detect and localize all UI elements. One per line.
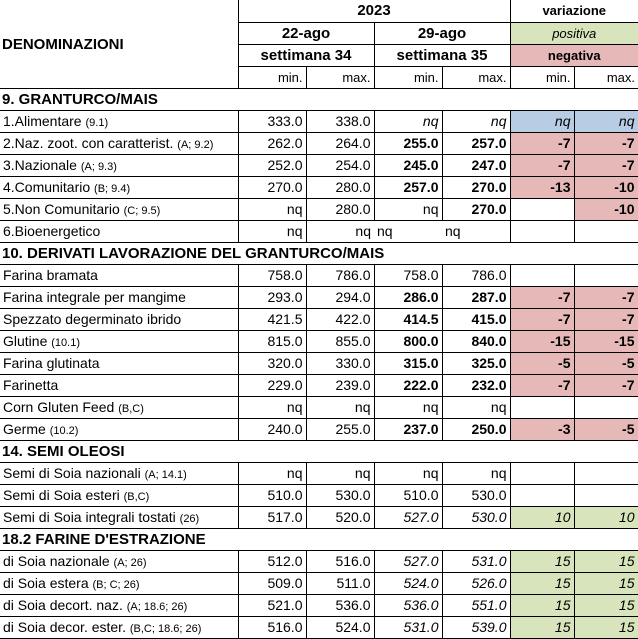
price-cell: 245.0 <box>374 154 442 176</box>
variation-cell <box>574 484 638 506</box>
row-name <box>0 396 238 418</box>
product-name: Glutine <box>3 333 48 349</box>
price-cell: 855.0 <box>306 330 374 352</box>
price-cell: 527.0 <box>374 506 442 528</box>
section-title: 10. DERIVATI LAVORAZIONE DEL GRANTURCO/MAIS <box>0 242 638 264</box>
variation-cell: -7 <box>510 286 574 308</box>
product-name: Spezzato degerminato ibrido <box>3 311 182 327</box>
section-title: 9. GRANTURCO/MAIS <box>0 88 638 110</box>
variation-cell <box>510 198 574 220</box>
section-title: 18.2 FARINE D'ESTRAZIONE <box>0 528 638 550</box>
price-cell: 758.0 <box>374 264 442 286</box>
row-name <box>0 176 238 198</box>
price-cell: 786.0 <box>306 264 374 286</box>
variation-cell: 15 <box>574 572 638 594</box>
price-cell: 270.0 <box>442 176 510 198</box>
product-name: Semi di Soia integrali tostati <box>3 509 176 525</box>
price-cell: 421.5 <box>238 308 306 330</box>
variation-cell: -7 <box>574 154 638 176</box>
price-cell: nq <box>442 110 510 132</box>
table-row <box>0 374 638 396</box>
price-cell: 800.0 <box>374 330 442 352</box>
price-cell: 257.0 <box>374 176 442 198</box>
price-cell: 415.0 <box>442 308 510 330</box>
variation-cell: -10 <box>574 176 638 198</box>
price-cell: 232.0 <box>442 374 510 396</box>
row-name <box>0 286 238 308</box>
product-note: (10.2) <box>49 425 79 437</box>
table-row <box>0 220 638 242</box>
price-cell: 512.0 <box>238 550 306 572</box>
price-cell: 530.0 <box>442 484 510 506</box>
table-row <box>0 594 638 616</box>
product-note: (B; C; 26) <box>92 579 140 591</box>
variation-cell <box>510 220 574 242</box>
min-label: min. <box>374 66 442 88</box>
price-cell: 320.0 <box>238 352 306 374</box>
variation-cell: 15 <box>510 616 574 638</box>
product-name: Semi di Soia esteri <box>3 487 120 503</box>
price-cell: 758.0 <box>238 264 306 286</box>
price-cell: 530.0 <box>306 484 374 506</box>
variation-cell: -15 <box>574 330 638 352</box>
price-cell: 280.0 <box>306 176 374 198</box>
product-name: 2.Naz. zoot. con caratterist. <box>3 135 174 151</box>
price-cell: 531.0 <box>374 616 442 638</box>
table-row <box>0 110 638 132</box>
price-cell: 257.0 <box>442 132 510 154</box>
week2-label: settimana 35 <box>374 44 510 66</box>
row-name <box>0 264 238 286</box>
price-cell: nq <box>442 462 510 484</box>
price-cell: 530.0 <box>442 506 510 528</box>
price-cell: nq <box>238 396 306 418</box>
price-cell: 526.0 <box>442 572 510 594</box>
variation-cell <box>510 396 574 418</box>
row-name <box>0 594 238 616</box>
variation-cell: 15 <box>510 550 574 572</box>
variation-cell: 10 <box>510 506 574 528</box>
variation-cell: 15 <box>574 594 638 616</box>
table-row <box>0 286 638 308</box>
price-cell: 294.0 <box>306 286 374 308</box>
variation-cell <box>574 396 638 418</box>
price-cell: 414.5 <box>374 308 442 330</box>
price-cell: 270.0 <box>238 176 306 198</box>
price-cell: nq <box>374 462 442 484</box>
price-cell: 270.0 <box>442 198 510 220</box>
product-note: (A; 9.2) <box>177 139 214 151</box>
price-cell: 840.0 <box>442 330 510 352</box>
variation-cell <box>510 484 574 506</box>
product-note: (10.1) <box>51 337 80 349</box>
min-label: min. <box>238 66 306 88</box>
variation-cell: -7 <box>574 132 638 154</box>
variation-cell <box>510 462 574 484</box>
variation-cell: -7 <box>510 154 574 176</box>
product-note: (B; 9.4) <box>94 183 131 195</box>
variation-cell: 15 <box>510 594 574 616</box>
variation-cell: -7 <box>510 308 574 330</box>
product-name: 3.Nazionale <box>3 157 77 173</box>
price-cell: 509.0 <box>238 572 306 594</box>
product-note: (A; 26) <box>113 557 147 569</box>
price-cell: nq <box>374 396 442 418</box>
product-note: (A; 14.1) <box>144 469 187 481</box>
row-name <box>0 506 238 528</box>
product-note: (9.1) <box>85 117 109 129</box>
week1-label: settimana 34 <box>238 44 374 66</box>
variation-cell <box>510 264 574 286</box>
min-label: min. <box>510 66 574 88</box>
table-row <box>0 462 638 484</box>
price-cell: 287.0 <box>442 286 510 308</box>
product-name: di Soia decor. ester. <box>3 619 126 635</box>
price-cell: 254.0 <box>306 154 374 176</box>
price-cell: 247.0 <box>442 154 510 176</box>
row-name <box>0 154 238 176</box>
product-name: 4.Comunitario <box>3 179 91 195</box>
table-row <box>0 264 638 286</box>
price-cell: 511.0 <box>306 572 374 594</box>
product-name: 5.Non Comunitario <box>3 201 120 217</box>
product-name: di Soia decort. naz. <box>3 597 123 613</box>
price-cell: 240.0 <box>238 418 306 440</box>
price-cell: nq <box>238 220 306 242</box>
price-cell: 255.0 <box>374 132 442 154</box>
max-label: max. <box>442 66 510 88</box>
table-row <box>0 396 638 418</box>
row-name <box>0 418 238 440</box>
table-row <box>0 352 638 374</box>
price-cell: 315.0 <box>374 352 442 374</box>
price-cell: 280.0 <box>306 198 374 220</box>
price-cell: 510.0 <box>238 484 306 506</box>
price-cell: nq <box>238 462 306 484</box>
variation-cell: 10 <box>574 506 638 528</box>
price-cell: 536.0 <box>306 594 374 616</box>
table-row <box>0 132 638 154</box>
row-name <box>0 110 238 132</box>
max-label: max. <box>306 66 374 88</box>
product-name: Semi di Soia nazionali <box>3 465 141 481</box>
product-note: (B,C) <box>123 491 150 503</box>
table-row <box>0 154 638 176</box>
row-name <box>0 352 238 374</box>
product-name: 6.Bioenergetico <box>3 223 101 239</box>
variation-cell: -7 <box>574 308 638 330</box>
max-label: max. <box>574 66 638 88</box>
variazione-header: variazione <box>510 0 638 22</box>
variation-cell: -7 <box>574 286 638 308</box>
product-name: di Soia nazionale <box>3 553 110 569</box>
price-cell: 527.0 <box>374 550 442 572</box>
product-name: Farina integrale per mangime <box>3 289 186 305</box>
price-cell: nq <box>374 198 442 220</box>
row-name <box>0 572 238 594</box>
week1-date: 22-ago <box>238 22 374 44</box>
row-name <box>0 330 238 352</box>
product-note: (A; 9.3) <box>80 161 117 173</box>
variation-cell: 15 <box>510 572 574 594</box>
row-name <box>0 550 238 572</box>
price-cell: 520.0 <box>306 506 374 528</box>
table-row <box>0 484 638 506</box>
product-name: di Soia estera <box>3 575 89 591</box>
price-cell: 510.0 <box>374 484 442 506</box>
price-cell: 338.0 <box>306 110 374 132</box>
row-name <box>0 198 238 220</box>
variation-cell: -7 <box>574 374 638 396</box>
variation-cell: nq <box>510 110 574 132</box>
price-cell: nq <box>306 462 374 484</box>
price-cell: 262.0 <box>238 132 306 154</box>
row-name <box>0 220 238 242</box>
variation-cell: -10 <box>574 198 638 220</box>
table-row <box>0 616 638 638</box>
variation-cell <box>574 264 638 286</box>
price-cell: 786.0 <box>442 264 510 286</box>
price-cell: 422.0 <box>306 308 374 330</box>
variation-cell: -7 <box>510 132 574 154</box>
price-cell: 333.0 <box>238 110 306 132</box>
table-row <box>0 506 638 528</box>
price-cell: 255.0 <box>306 418 374 440</box>
variation-cell: -15 <box>510 330 574 352</box>
variation-cell: -7 <box>510 374 574 396</box>
row-name <box>0 374 238 396</box>
year-header: 2023 <box>238 0 510 22</box>
row-name <box>0 484 238 506</box>
price-cell: 516.0 <box>238 616 306 638</box>
price-cell: nq <box>306 220 374 242</box>
price-cell: 536.0 <box>374 594 442 616</box>
price-cell: nq <box>238 198 306 220</box>
product-note: (A; 18.6; 26) <box>126 601 188 613</box>
product-note: (B,C) <box>118 403 144 415</box>
row-name <box>0 132 238 154</box>
price-cell: 551.0 <box>442 594 510 616</box>
table-row <box>0 550 638 572</box>
price-cell: 531.0 <box>442 550 510 572</box>
price-cell: 325.0 <box>442 352 510 374</box>
table-row <box>0 176 638 198</box>
variation-cell: -5 <box>574 418 638 440</box>
variation-cell: -3 <box>510 418 574 440</box>
variation-cell <box>574 462 638 484</box>
price-cell: 286.0 <box>374 286 442 308</box>
price-cell: 293.0 <box>238 286 306 308</box>
price-cell: 521.0 <box>238 594 306 616</box>
price-cell: nq <box>374 220 442 242</box>
price-cell: 264.0 <box>306 132 374 154</box>
price-cell: nq <box>442 220 510 242</box>
price-cell: 252.0 <box>238 154 306 176</box>
variation-cell: 15 <box>574 550 638 572</box>
variation-cell <box>574 220 638 242</box>
product-name: Farina glutinata <box>3 355 100 371</box>
price-cell: 517.0 <box>238 506 306 528</box>
row-name <box>0 616 238 638</box>
row-name <box>0 308 238 330</box>
table-row <box>0 198 638 220</box>
price-cell: 237.0 <box>374 418 442 440</box>
price-cell: nq <box>442 396 510 418</box>
price-cell: nq <box>306 396 374 418</box>
price-cell: 222.0 <box>374 374 442 396</box>
price-cell: 815.0 <box>238 330 306 352</box>
product-name: Corn Gluten Feed <box>3 399 115 415</box>
variation-cell: 15 <box>574 616 638 638</box>
price-cell: 330.0 <box>306 352 374 374</box>
product-name: Farina bramata <box>3 267 98 283</box>
week2-date: 29-ago <box>374 22 510 44</box>
price-cell: 539.0 <box>442 616 510 638</box>
price-cell: 250.0 <box>442 418 510 440</box>
price-cell: 229.0 <box>238 374 306 396</box>
price-cell: 239.0 <box>306 374 374 396</box>
variation-cell: -5 <box>510 352 574 374</box>
product-name: Germe <box>3 421 46 437</box>
table-row <box>0 330 638 352</box>
product-note: (26) <box>179 513 200 525</box>
variation-cell: nq <box>574 110 638 132</box>
table-row <box>0 418 638 440</box>
denominazioni-header: DENOMINAZIONI <box>2 35 124 53</box>
price-cell: 524.0 <box>306 616 374 638</box>
negativa-legend: negativa <box>510 44 638 66</box>
section-title: 14. SEMI OLEOSI <box>0 440 638 462</box>
price-cell: 516.0 <box>306 550 374 572</box>
price-cell: 524.0 <box>374 572 442 594</box>
product-note: (C; 9.5) <box>123 205 161 217</box>
table-row <box>0 308 638 330</box>
variation-cell: -13 <box>510 176 574 198</box>
positiva-legend: positiva <box>510 22 638 44</box>
product-name: Farinetta <box>3 377 59 393</box>
table-row <box>0 572 638 594</box>
variation-cell: -5 <box>574 352 638 374</box>
product-note: (B,C; 18.6; 26) <box>129 623 202 635</box>
product-name: 1.Alimentare <box>3 113 82 129</box>
row-name <box>0 462 238 484</box>
price-cell: nq <box>374 110 442 132</box>
